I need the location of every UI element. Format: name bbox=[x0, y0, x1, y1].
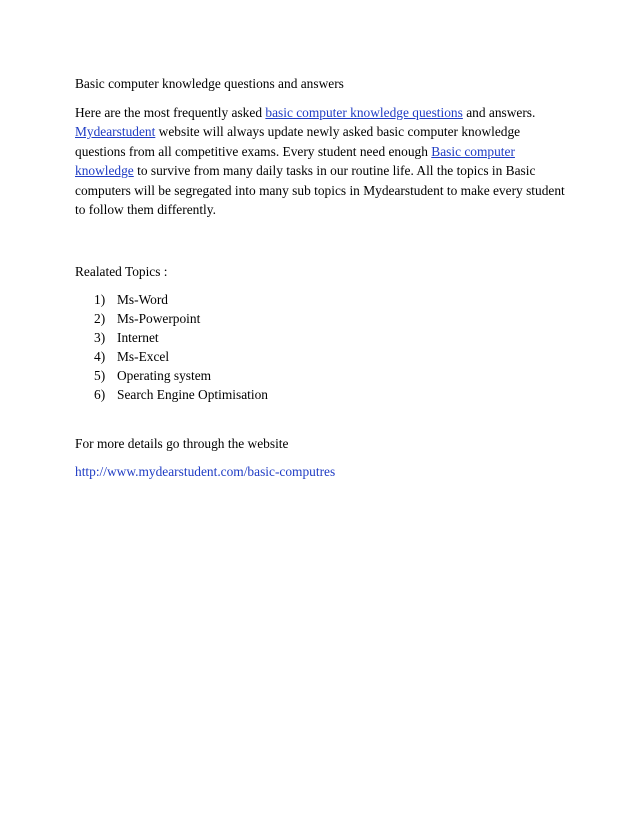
intro-text-1: Here are the most frequently asked bbox=[75, 104, 266, 120]
url-paragraph bbox=[75, 462, 570, 482]
spacer bbox=[75, 404, 570, 434]
document-body bbox=[75, 74, 570, 481]
list-item-number: 1) bbox=[94, 292, 106, 307]
list-item-number: 4) bbox=[94, 349, 106, 364]
link-basic-computer-knowledge-questions[interactable]: basic computer knowledge questions bbox=[265, 104, 463, 120]
list-item-label: Search Engine Optimisation bbox=[117, 387, 268, 402]
topics-heading: Realated Topics : bbox=[75, 263, 168, 279]
intro-paragraph bbox=[75, 103, 565, 220]
list-item-number: 2) bbox=[94, 311, 106, 326]
list-item bbox=[75, 366, 570, 385]
list-item-label: Ms-Excel bbox=[117, 349, 170, 364]
list-item bbox=[75, 385, 570, 404]
topics-list bbox=[75, 290, 570, 404]
list-item-label: Ms-Word bbox=[117, 292, 168, 307]
link-mydearstudent[interactable]: Mydearstudent bbox=[75, 124, 156, 139]
spacer bbox=[75, 220, 570, 262]
list-item-number: 5) bbox=[94, 368, 106, 383]
document-title: Basic computer knowledge questions and answers bbox=[75, 76, 344, 91]
more-details-text: For more details go through the website bbox=[75, 436, 289, 451]
intro-text-2: and answers. bbox=[462, 104, 536, 120]
list-item bbox=[75, 309, 570, 328]
list-item-label: Ms-Powerpoint bbox=[117, 311, 201, 326]
website-url-link[interactable]: http://www.mydearstudent.com/basic-computres bbox=[75, 463, 336, 479]
intro-text-4: to survive from many daily tasks in our routine life. All the topics in Basic computers will be segregated into many sub topics in Mydearstudent to make every student to follow them differently. bbox=[75, 163, 565, 217]
intro-text-3: website will always update newly asked basic computer knowledge questions from all competitive exams. Every student need enough bbox=[75, 124, 521, 159]
list-item-label: Internet bbox=[117, 330, 159, 345]
list-item-number: 3) bbox=[94, 330, 106, 345]
list-item-number: 6) bbox=[94, 387, 106, 402]
list-item bbox=[75, 290, 570, 309]
list-item-label: Operating system bbox=[117, 368, 212, 383]
list-item bbox=[75, 328, 570, 347]
link-basic-computer-knowledge[interactable]: Basic computer knowledge bbox=[75, 143, 515, 178]
list-item bbox=[75, 347, 570, 366]
